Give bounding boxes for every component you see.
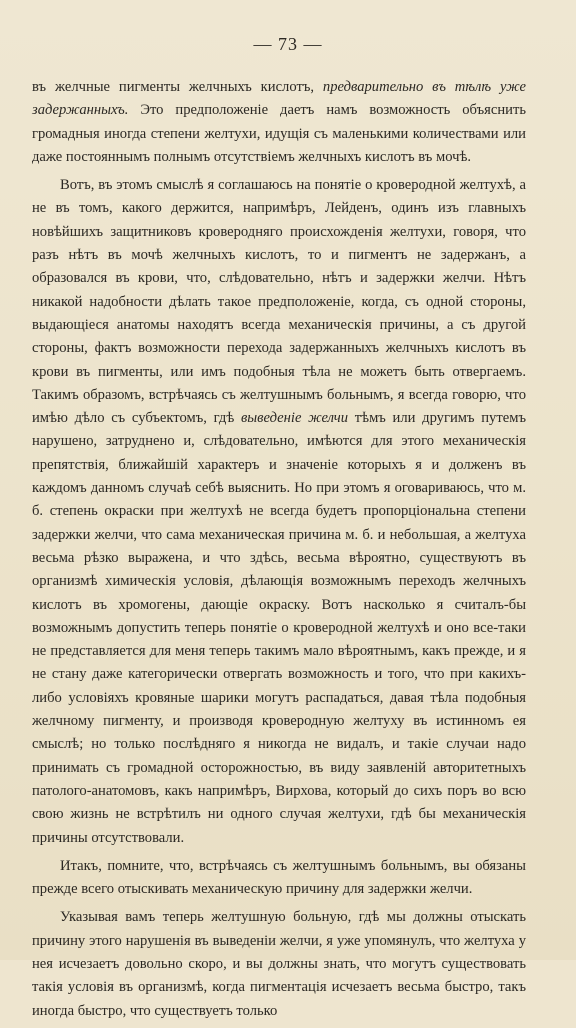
page-number: — 73 —	[253, 34, 323, 54]
text-run: Вотъ, въ этомъ смыслѣ я соглашаюсь на понятіе о кроверодной желтухѣ, а не въ томъ, какого держится, напримѣръ, Лейденъ, одинъ изъ главныхъ новѣйшихъ защитниковъ кроверодняго происхожденія желтухи, говоря, что разъ нѣтъ въ мочѣ желчныхъ кислотъ, то и пигментъ не задержанъ, а образовался въ крови, что, слѣдовательно, нѣтъ и задержки желчи. Нѣтъ никакой надобности дѣлать такое предположеніе, когда, съ одной стороны, выдающіеся анатомы находятъ всегда механическія причины, а съ другой стороны, фактъ возможности перехода задержанныхъ желчныхъ кислотъ въ крови въ пигменты, или имъ подобныя тѣла не можетъ быть отвергаемъ. Такимъ образомъ, встрѣчаясь съ желтушнымъ больнымъ, я всегда говорю, что имѣю дѣло съ субъектомъ, гдѣ	[32, 177, 526, 427]
text-run: Итакъ, помните, что, встрѣчаясь съ желтушнымъ больнымъ, вы обязаны прежде всего отыскивать механическую причину для задержки желчи.	[32, 857, 526, 898]
paragraph	[32, 906, 526, 1022]
paragraph	[32, 855, 526, 902]
italic-phrase: предварительно въ тѣлѣ уже задержанныхъ.	[32, 79, 526, 119]
text-run: тѣмъ или другимъ путемъ нарушено, затруднено и, слѣдовательно, имѣются для этого механическія препятствія, ближайшій характеръ и значеніе которыхъ я и долженъ въ каждомъ данномъ случаѣ себѣ выяснить. Но при этомъ я оговариваюсь, что м. б. степень окраски при желтухѣ не всегда будетъ пропорціональна степени задержки желчи, что сама механическая причина м. б. и небольшая, а желтуха весьма рѣзко выражена, и что здѣсь, весьма вѣроятно, существуютъ въ организмѣ химическія условія, дѣлающія возможнымъ переходъ желчныхъ кислотъ въ хромогены, дающіе окраску. Вотъ насколько я считалъ-бы возможнымъ допустить теперь понятіе о кроверодной желтухѣ и оно все-таки не представляется для меня теперь такимъ мало вѣроятнымъ, какъ прежде, и я не стану даже категорически отвергать возможность и того, что при какихъ-либо условіяхъ кровяные шарики могутъ распадаться, давая тѣла подобныя желчному пигменту, и производя кроверодную желтуху въ истинномъ ея смыслѣ; но только послѣдняго я никогда не видалъ, и такіе случаи надо принимать съ громадной осторожностью, въ виду заявленій авторитетныхъ патолого-анатомовъ, какъ напримѣръ, Вирхова, который до сихъ поръ во всю свою жизнь не встрѣтилъ ни одного случая желтухи, гдѣ бы механическія причины отсутствовали.	[32, 410, 526, 846]
text-body	[32, 76, 526, 1028]
text-run: Это предположеніе даетъ намъ возможность объяснить громадныя иногда степени желтухи, идущія съ маленькими количествами или даже постояннымъ полнымъ отсутствіемъ желчныхъ кислотъ въ мочѣ.	[32, 102, 526, 165]
paragraph	[32, 174, 526, 850]
text-run: въ желчные пигменты желчныхъ кислотъ,	[32, 79, 323, 95]
text-run: Указывая вамъ теперь желтушную больную, гдѣ мы должны отыскать причину этого нарушенія въ выведеніи желчи, я уже упомянулъ, что желтуха у нея исчезаетъ довольно скоро, и вы должны знать, что могутъ существовать такія условія въ организмѣ, когда пигментація исчезаетъ весьма быстро, такъ иногда быстро, что существуетъ только	[32, 909, 526, 1019]
italic-phrase: выведеніе желчи	[240, 410, 349, 427]
paragraph	[32, 76, 526, 169]
